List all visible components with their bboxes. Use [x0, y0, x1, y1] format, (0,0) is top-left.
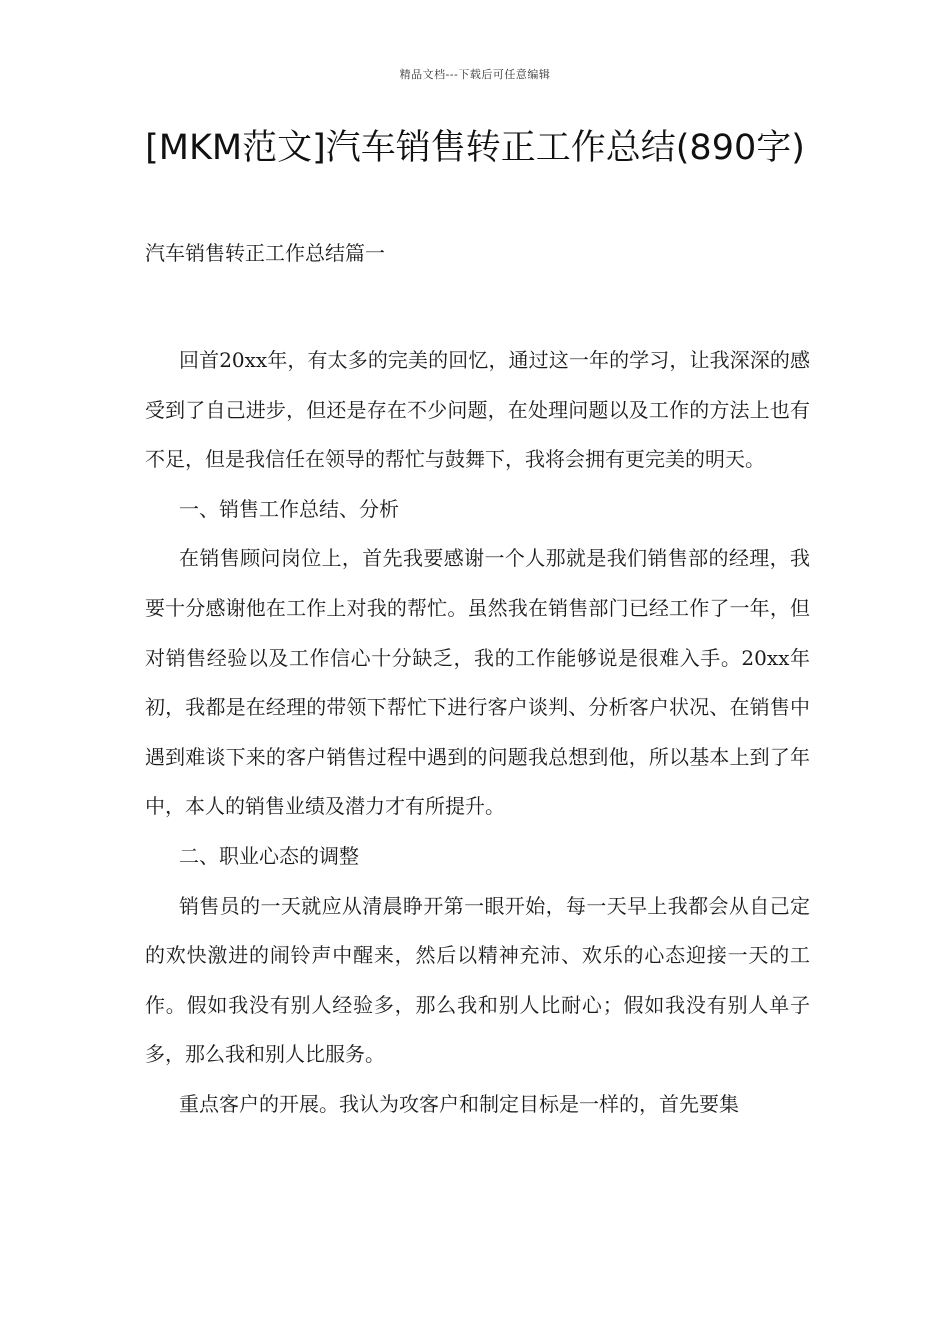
paragraph-sales-summary: 在销售顾问岗位上，首先我要感谢一个人那就是我们销售部的经理，我要十分感谢他在工作上对我的帮忙。虽然我在销售部门已经工作了一年，但对销售经验以及工作信心十分缺乏，我的工作能够说是很难入手。20xx年初，我都是在经理的带领下帮忙下进行客户谈判、分析客户状况、在销售中遇到难谈下来的客户销售过程中遇到的问题我总想到他，所以基本上到了年中，本人的销售业绩及潜力才有所提升。 — [145, 546, 810, 819]
document-title: [MKM范文]汽车销售转正工作总结(890字) — [145, 128, 805, 168]
heading-mindset: 二、职业心态的调整 — [179, 843, 359, 868]
paragraph-mindset: 销售员的一天就应从清晨睁开第一眼开始，每一天早上我都会从自己定的欢快激进的闹铃声中醒来，然后以精神充沛、欢乐的心态迎接一天的工作。假如我没有别人经验多，那么我和别人比耐心；假如我没有别人单子多，那么我和别人比服务。 — [145, 893, 810, 1067]
heading-sales-summary: 一、销售工作总结、分析 — [179, 496, 399, 521]
header-note: 精品文档---下载后可任意编辑 — [399, 68, 551, 81]
document-body — [145, 336, 810, 1130]
paragraph-key-clients: 重点客户的开展。我认为攻客户和制定目标是一样的，首先要集 — [179, 1091, 739, 1116]
section-subtitle: 汽车销售转正工作总结篇一 — [145, 241, 385, 265]
paragraph-intro: 回首20xx年，有太多的完美的回忆，通过这一年的学习，让我深深的感受到了自己进步，但还是存在不少问题，在处理问题以及工作的方法上也有不足，但是我信任在领导的帮忙与鼓舞下，我将会拥有更完美的明天。 — [145, 348, 810, 472]
